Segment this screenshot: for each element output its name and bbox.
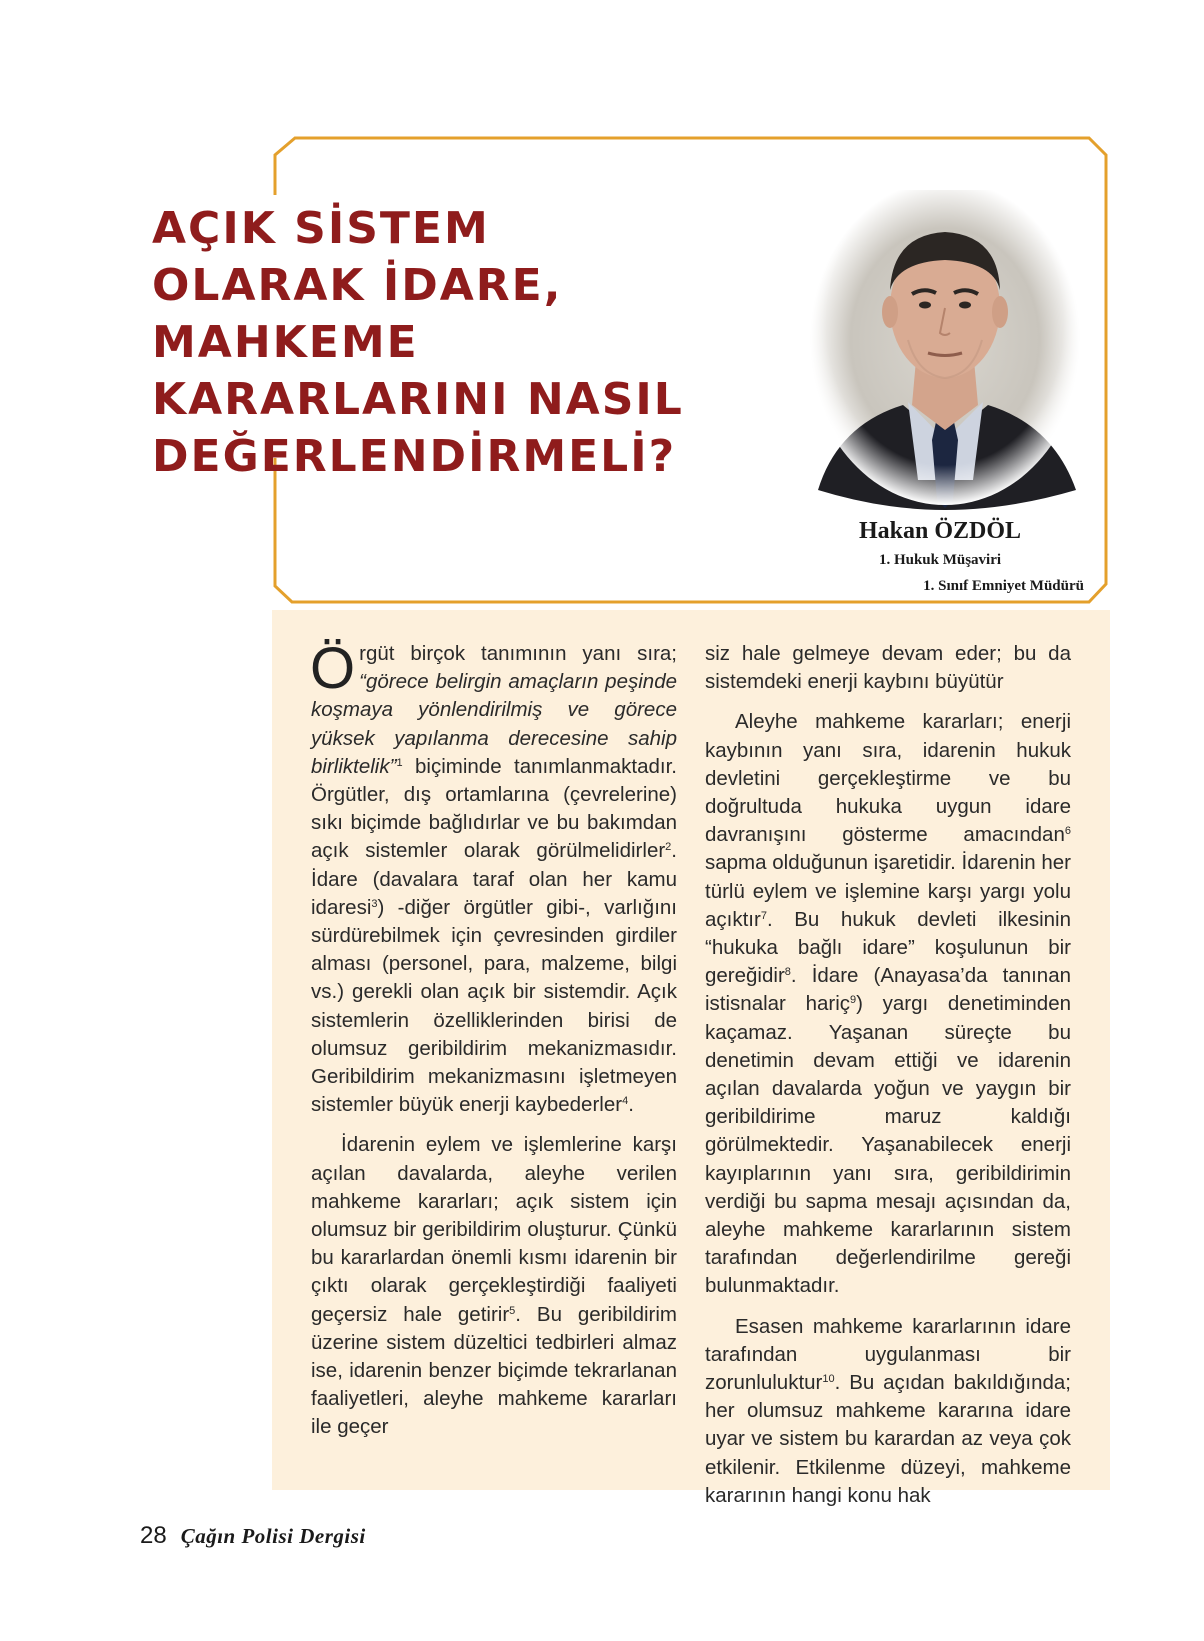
- text-run: rgüt birçok tanımının yanı sıra;: [359, 642, 677, 665]
- footnote-ref: 3: [371, 897, 378, 910]
- paragraph: [311, 1131, 677, 1441]
- author-info: [790, 516, 1090, 596]
- footnote-ref: 6: [1064, 825, 1071, 838]
- text-run: . Bu hukuk devleti ilkesinin “hukuka bağlı idare” koşulunun bir gereğidir: [705, 907, 1071, 988]
- footnote-ref: 5: [509, 1304, 516, 1317]
- footnote-ref: 4: [622, 1095, 629, 1108]
- text-run: Aleyhe mahkeme kararları; enerji kaybının yanı sıra, idarenin hukuk devletini gerçekleştirme ve bu doğrultuda hukuka uygun idare davranışını gösterme amacından: [705, 710, 1071, 847]
- text-run: . Bu geribildirim üzerine sistem düzeltici tedbirleri almaz ise, idarenin benzer biçimde tekrarlanan faaliyetleri, aleyhe mahkeme kararları ile geçer: [311, 1302, 677, 1439]
- footnote-ref: 2: [665, 841, 672, 854]
- paragraph: [310, 636, 677, 1119]
- text-run: . Bu açıdan bakıldığında; her olumsuz mahkeme kararına idare uyar ve sistem bu karardan az veya çok etkilenir. Etkilenme düzeyi, mahkeme kararının hangi konu hak: [705, 1371, 1071, 1507]
- footnote-ref: 10: [822, 1373, 835, 1386]
- title-line: MAHKEME: [152, 317, 419, 368]
- title-line: DEĞERLENDİRMELİ?: [152, 431, 677, 482]
- magazine-name: Çağın Polisi Dergisi: [180, 1524, 366, 1548]
- text-run: . İdare (davalara taraf olan her kamu idaresi: [311, 839, 677, 919]
- title-line: KARARLARINI NASIL: [152, 374, 684, 425]
- page-footer: [140, 1522, 366, 1552]
- article-title: [152, 200, 832, 485]
- text-run: ) -diğer örgütler gibi-, varlığını sürdürebilmek için çevresinden girdiler alması (personel, para, malzeme, bilgi vs.) gerekli olan açık bir sistemdir. Açık sistemlerin özelliklerinden birisi de olumsuz geribildirim mekanizmasıdır. Geribildirim mekanizmasını işletmeyen sistemler büyük enerji kaybederler: [311, 895, 677, 1117]
- footnote-ref: 8: [784, 966, 791, 979]
- title-line: AÇIK SİSTEM: [152, 203, 490, 254]
- text-run: . İdare (Anayasa’da tanınan istisnalar hariç: [705, 964, 1071, 1016]
- title-line: OLARAK İDARE,: [152, 260, 563, 311]
- text-run: .: [628, 1093, 634, 1117]
- article-column-left: [310, 636, 677, 1454]
- author-name: Hakan ÖZDÖL: [858, 518, 1022, 544]
- text-run: ) yargı denetiminden kaçamaz. Yaşanan süreçte bu denetimin devam ettiği ve idarenin açılan davalarda yoğun ve yaygın bir geribildirime maruz kaldığı görülmektedir. Yaşanabilecek enerji kayıplarının yanı sıra, geribildirimin verdiği bu sapma mesajı açısından da, aleyhe mahkeme kararlarının sistem tarafından değerlendirilme gereği bulunmaktadır.: [705, 992, 1071, 1298]
- text-run: sapma olduğunun işaretidir. İdarenin her türlü eylem ve işlemine karşı yargı yolu açıktır: [705, 851, 1071, 931]
- footnote-ref: 1: [396, 756, 403, 769]
- page-number: 28: [140, 1522, 167, 1549]
- paragraph: siz hale gelmeye devam eder; bu da sistemdeki enerji kaybını büyütür: [705, 642, 1071, 694]
- author-rank: 1. Sınıf Emniyet Müdürü: [923, 578, 1084, 594]
- article-column-right: [705, 640, 1071, 1522]
- text-run: Esasen mahkeme kararlarının idare tarafından uygulanması bir zorunluluktur: [705, 1314, 1071, 1395]
- paragraph: [705, 708, 1071, 1300]
- text-run: İdarenin eylem ve işlemlerine karşı açılan davalarda, aleyhe verilen mahkeme kararları; açık sistem için olumsuz bir geribildirim oluşturur. Çünkü bu kararlardan önemli kısmı idarenin bir çıktı olarak gerçekleştirdiği faaliyeti geçersiz hale getirir: [311, 1133, 677, 1326]
- author-photo: [808, 190, 1083, 510]
- footnote-ref: 9: [850, 994, 857, 1007]
- drop-cap: Ö: [310, 636, 356, 701]
- footnote-ref: 7: [760, 909, 767, 922]
- quote-text: “görece belirgin amaçların peşinde koşmaya yönlendirilmiş ve görece yüksek yapılanma derecesine sahip birliktelik”: [311, 670, 677, 778]
- text-run: biçiminde tanımlanmaktadır. Örgütler, dış ortamlarına (çevrelerine) sıkı biçimde bağlıdırlar ve bu bakımdan açık sistemler olarak görülmelidirler: [311, 754, 677, 863]
- author-title: 1. Hukuk Müşaviri: [878, 552, 1002, 568]
- paragraph: [705, 1313, 1071, 1510]
